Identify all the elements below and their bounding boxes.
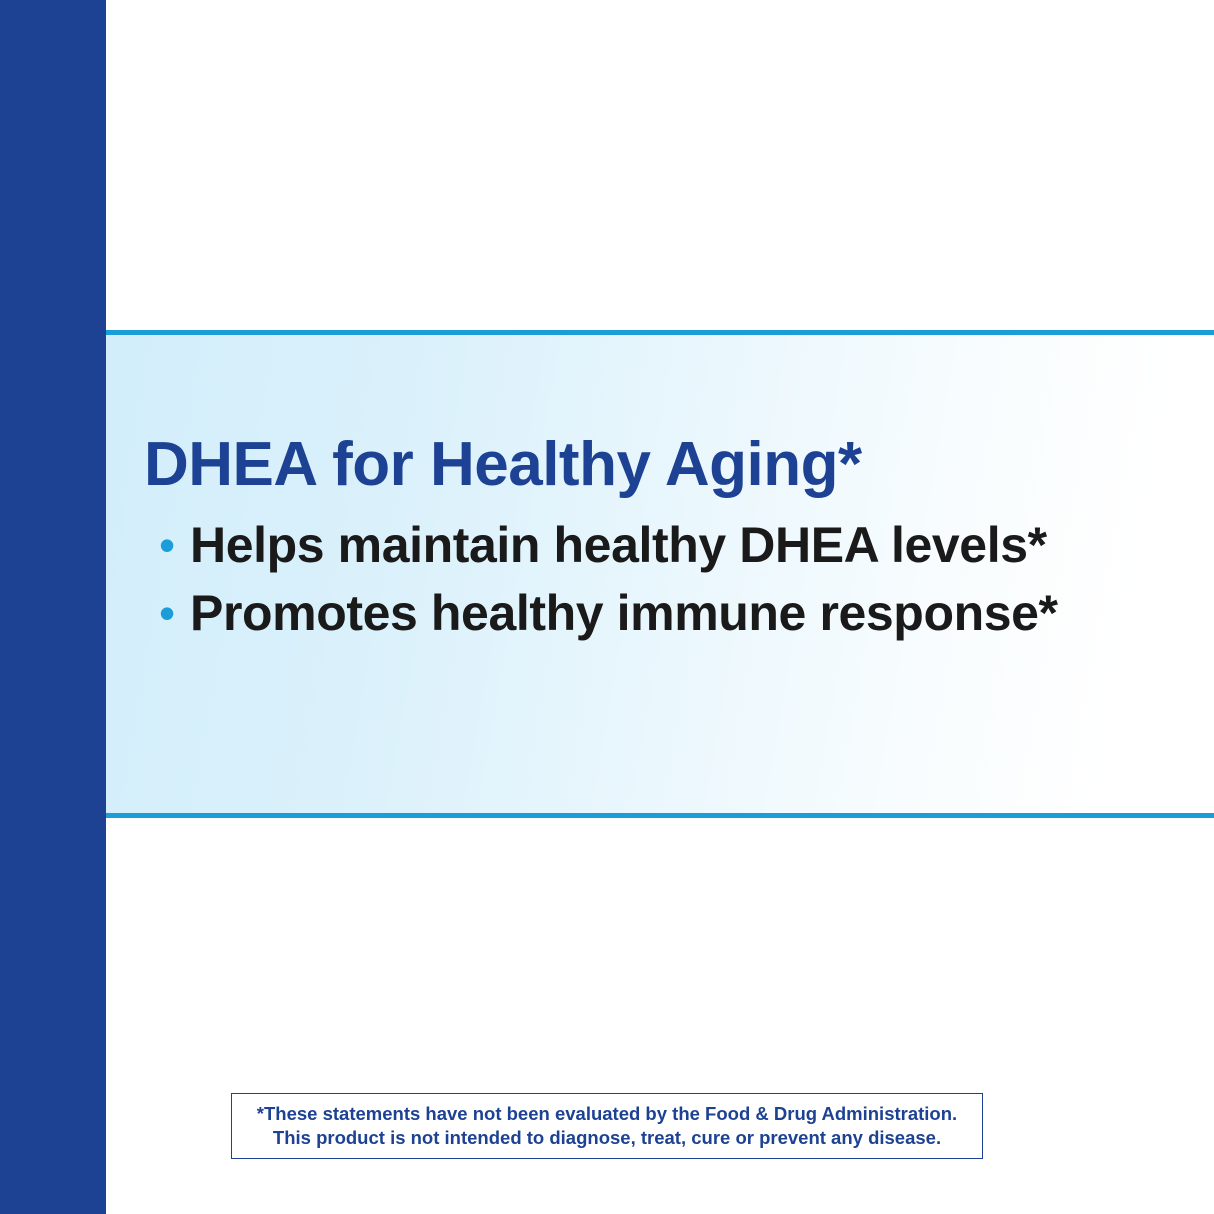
fda-disclaimer-box bbox=[231, 1093, 983, 1159]
benefits-list bbox=[144, 515, 1184, 643]
benefit-text: Promotes healthy immune response* bbox=[190, 585, 1058, 642]
disclaimer-line-1: *These statements have not been evaluated by the Food & Drug Administration. bbox=[256, 1103, 958, 1124]
list-item bbox=[144, 583, 1184, 643]
band-top-rule bbox=[106, 330, 1214, 335]
left-accent-bar bbox=[0, 0, 106, 1214]
bullet-dot-icon: • bbox=[158, 519, 176, 572]
bullet-dot-icon: • bbox=[158, 587, 176, 640]
benefit-text: Helps maintain healthy DHEA levels* bbox=[190, 517, 1047, 574]
band-bottom-rule bbox=[106, 813, 1214, 818]
benefits-content bbox=[144, 432, 1184, 651]
page-title: DHEA for Healthy Aging* bbox=[144, 430, 862, 499]
disclaimer-line-2: This product is not intended to diagnose, treat, cure or prevent any disease. bbox=[272, 1127, 942, 1148]
list-item bbox=[144, 515, 1184, 575]
